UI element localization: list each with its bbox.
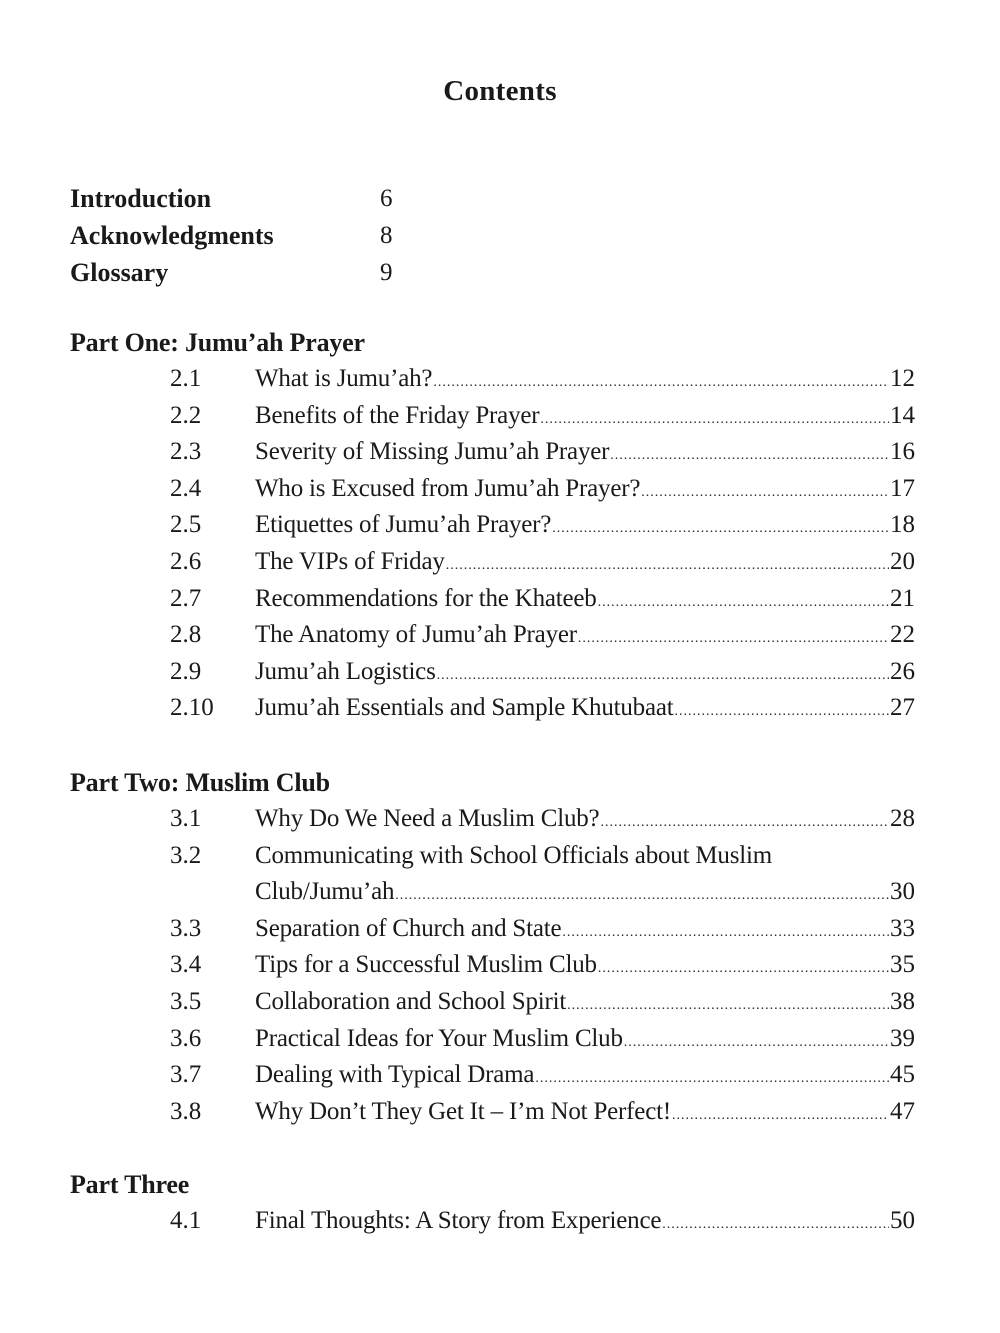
part-two-section xyxy=(70,764,915,1130)
dot-leader xyxy=(578,621,889,658)
toc-entry[interactable] xyxy=(70,471,915,508)
toc-entry[interactable] xyxy=(70,507,915,544)
part-one-section xyxy=(70,324,915,727)
entry-title: Why Do We Need a Muslim Club? xyxy=(255,805,600,832)
entry-page: 21 xyxy=(890,584,915,612)
dot-leader xyxy=(437,658,889,695)
entry-number: 2.6 xyxy=(170,547,202,575)
entry-number: 2.7 xyxy=(170,584,202,612)
entry-title: What is Jumu’ah? xyxy=(255,365,433,392)
entry-number: 3.8 xyxy=(170,1097,202,1125)
entry-page: 38 xyxy=(890,987,915,1015)
entry-page: 26 xyxy=(890,657,915,685)
entry-number: 2.5 xyxy=(170,511,202,539)
entry-page: 12 xyxy=(890,365,915,392)
toc-entry[interactable] xyxy=(70,1203,915,1240)
dot-leader xyxy=(562,915,889,952)
entry-title-continued: Club/Jumu’ah xyxy=(255,878,395,906)
entry-page: 45 xyxy=(890,1061,915,1089)
entry-title: Practical Ideas for Your Muslim Club xyxy=(255,1024,623,1052)
entry-page: 8 xyxy=(380,221,393,249)
entry-title: Tips for a Successful Muslim Club xyxy=(255,951,597,979)
entry-number: 3.5 xyxy=(170,987,202,1015)
toc-entry[interactable] xyxy=(70,911,915,948)
entry-number: 2.4 xyxy=(170,474,202,502)
dot-leader xyxy=(675,694,889,731)
entry-number: 3.3 xyxy=(170,914,202,942)
toc-entry[interactable] xyxy=(70,838,915,875)
entry-page: 6 xyxy=(380,184,393,212)
dot-leader xyxy=(641,475,889,512)
toc-entry[interactable] xyxy=(70,1021,915,1058)
toc-entry[interactable] xyxy=(70,581,915,618)
entry-number: 2.10 xyxy=(170,694,214,722)
front-matter xyxy=(70,180,393,291)
dot-leader xyxy=(662,1207,889,1244)
dot-leader xyxy=(600,805,889,842)
toc-entry[interactable] xyxy=(70,984,915,1021)
toc-entry[interactable] xyxy=(70,654,915,691)
dot-leader xyxy=(446,548,889,585)
entry-title: Recommendations for the Khateeb xyxy=(255,584,597,612)
entry-number: 2.3 xyxy=(170,438,202,466)
entry-title: Etiquettes of Jumu’ah Prayer? xyxy=(255,511,552,539)
toc-entry[interactable] xyxy=(70,1057,915,1094)
entry-number: 3.6 xyxy=(170,1024,202,1052)
entry-number: 3.7 xyxy=(170,1061,202,1089)
toc-entry[interactable] xyxy=(70,617,915,654)
toc-entry-introduction[interactable] xyxy=(70,180,393,217)
dot-leader xyxy=(598,585,889,622)
dot-leader xyxy=(535,1061,889,1098)
dot-leader xyxy=(610,438,889,475)
toc-entry[interactable] xyxy=(70,801,915,838)
entry-page: 28 xyxy=(890,805,915,832)
toc-entry[interactable] xyxy=(70,1094,915,1131)
toc-entry-continuation[interactable] xyxy=(70,874,915,911)
entry-page: 14 xyxy=(890,401,915,429)
part-three-section xyxy=(70,1166,915,1240)
entry-page: 30 xyxy=(890,878,915,906)
entry-page: 18 xyxy=(890,511,915,539)
entry-page: 9 xyxy=(380,258,393,286)
entry-title: Why Don’t They Get It – I’m Not Perfect! xyxy=(255,1097,671,1125)
entry-title: Jumu’ah Essentials and Sample Khutubaat xyxy=(255,694,674,722)
entry-title: Final Thoughts: A Story from Experience xyxy=(255,1207,662,1234)
dot-leader xyxy=(433,365,889,402)
entry-page: 20 xyxy=(890,547,915,575)
entry-title: Jumu’ah Logistics xyxy=(255,657,436,685)
part-heading: Part Two: Muslim Club xyxy=(70,768,330,797)
page-title: Contents xyxy=(443,75,557,108)
entry-number: 2.1 xyxy=(170,365,202,392)
entry-title: Communicating with School Officials about Muslim xyxy=(255,841,772,869)
dot-leader xyxy=(540,402,889,439)
entry-title: Severity of Missing Jumu’ah Prayer xyxy=(255,438,610,466)
dot-leader xyxy=(624,1025,889,1062)
entry-number: 3.2 xyxy=(170,841,202,869)
dot-leader xyxy=(672,1098,889,1135)
toc-entry[interactable] xyxy=(70,947,915,984)
part-heading: Part One: Jumu’ah Prayer xyxy=(70,328,365,357)
entry-page: 16 xyxy=(890,438,915,466)
dot-leader xyxy=(552,511,889,548)
entry-title: Glossary xyxy=(70,257,169,287)
entry-page: 47 xyxy=(890,1097,915,1125)
entry-number: 4.1 xyxy=(170,1207,202,1234)
entry-title: Benefits of the Friday Prayer xyxy=(255,401,540,429)
toc-entry[interactable] xyxy=(70,398,915,435)
toc-entry[interactable] xyxy=(70,361,915,398)
entry-page: 39 xyxy=(890,1024,915,1052)
toc-entry-glossary[interactable] xyxy=(70,254,393,291)
entry-page: 22 xyxy=(890,621,915,649)
toc-entry-acknowledgments[interactable] xyxy=(70,217,393,254)
entry-page: 33 xyxy=(890,914,915,942)
toc-entry[interactable] xyxy=(70,434,915,471)
entry-title: The Anatomy of Jumu’ah Prayer xyxy=(255,621,577,649)
entry-page: 27 xyxy=(890,694,915,722)
entry-number: 3.4 xyxy=(170,951,202,979)
entry-page: 50 xyxy=(890,1207,915,1234)
entry-page: 35 xyxy=(890,951,915,979)
entry-title: The VIPs of Friday xyxy=(255,547,445,575)
entry-title: Dealing with Typical Drama xyxy=(255,1061,535,1089)
entry-title: Acknowledgments xyxy=(70,220,274,250)
entry-title: Separation of Church and State xyxy=(255,914,562,942)
entry-number: 2.8 xyxy=(170,621,202,649)
entry-title: Collaboration and School Spirit xyxy=(255,987,567,1015)
dot-leader xyxy=(598,951,889,988)
entry-number: 2.2 xyxy=(170,401,202,429)
entry-number: 3.1 xyxy=(170,805,202,832)
part-heading: Part Three xyxy=(70,1170,190,1199)
toc-entry[interactable] xyxy=(70,690,915,727)
toc-entry[interactable] xyxy=(70,544,915,581)
entry-title: Who is Excused from Jumu’ah Prayer? xyxy=(255,474,641,502)
entry-number: 2.9 xyxy=(170,657,202,685)
dot-leader xyxy=(567,988,889,1025)
entry-page: 17 xyxy=(890,474,915,502)
entry-title: Introduction xyxy=(70,183,212,213)
dot-leader xyxy=(395,878,889,915)
